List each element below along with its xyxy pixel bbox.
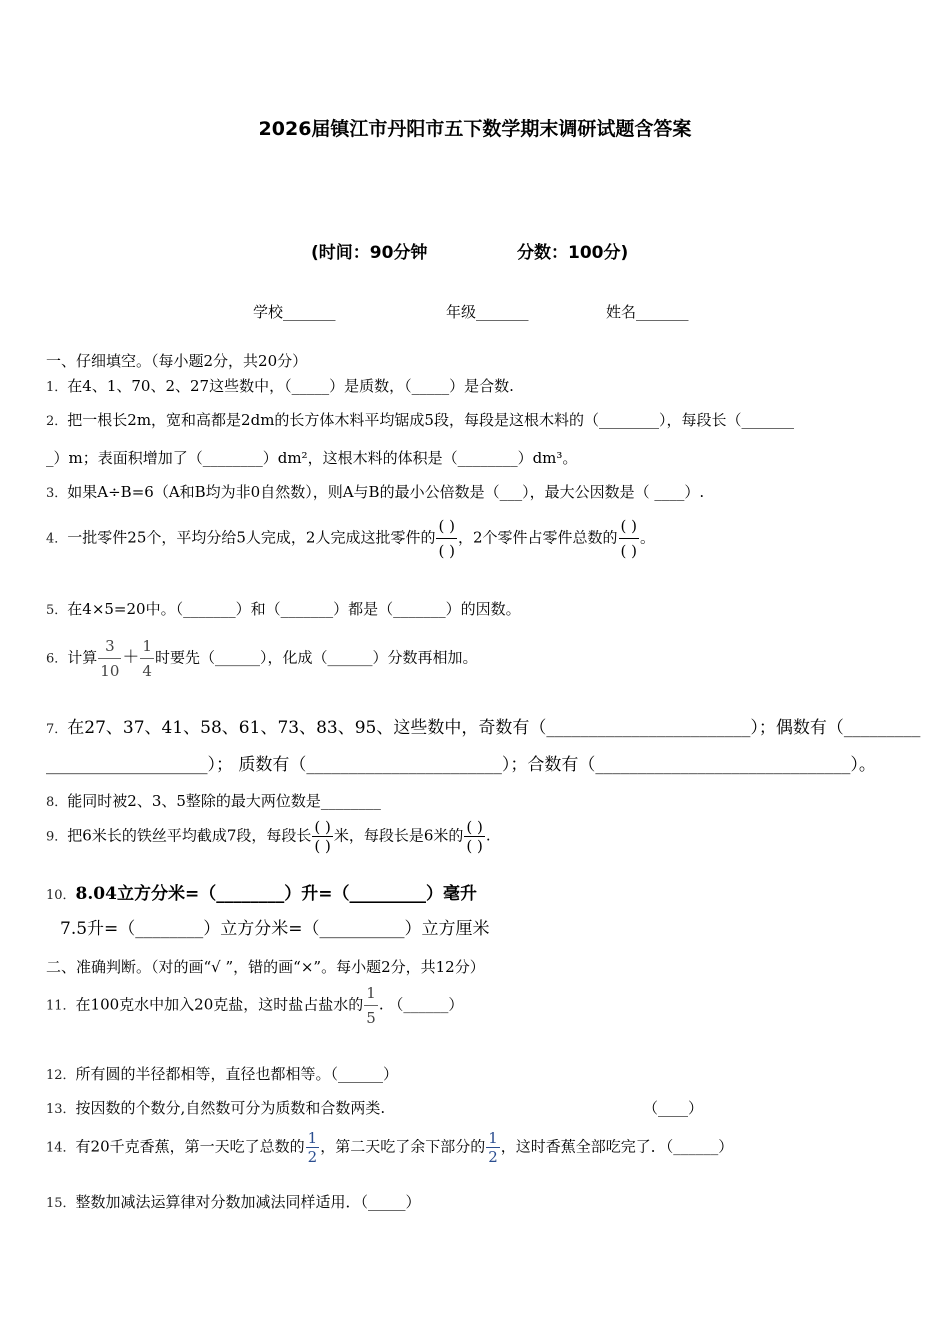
question-number: 2． xyxy=(46,414,68,429)
question-11 xyxy=(46,981,463,1030)
fraction-denominator: ( ) xyxy=(438,542,455,560)
question-text: 时要先（______），化成（______）分数再相加。 xyxy=(154,648,478,667)
fraction-numerator: 1 xyxy=(364,981,378,1006)
question-text: 米，每段长是6米的 xyxy=(333,826,464,845)
grade-field: 年级_______ xyxy=(446,303,529,321)
question-10-continued: 7.5升=（________）立方分米=（__________）立方厘米 xyxy=(60,919,490,939)
section-2-heading: 二、准确判断。（对的画“√ ”，错的画“×”。每小题2分，共12分） xyxy=(46,958,485,976)
question-14 xyxy=(46,1129,733,1166)
question-text: 有20千克香蕉，第一天吃了总数的 xyxy=(75,1137,305,1156)
question-text: ，第二天吃了余下部分的 xyxy=(320,1137,486,1156)
question-text: 8.04立方分米=（________）升=（_________）毫升 xyxy=(75,884,477,904)
question-4 xyxy=(46,514,655,563)
question-number: 11． xyxy=(46,998,76,1014)
exam-time: (时间：90分钟 xyxy=(311,243,428,263)
question-13-answer-blank: （____） xyxy=(643,1099,704,1117)
question-text: 在27、37、41、58、61、73、83、95、这些数中，奇数有（________________________）；偶数有（_________ xyxy=(67,718,921,738)
fraction-blank xyxy=(619,514,639,563)
question-7-continued: ___________________）； 质数有（_______________________）；合数有（______________________________）。 xyxy=(46,755,876,775)
section-1-heading: 一、仔细填空。（每小题2分，共20分） xyxy=(46,352,308,370)
fraction-numerator: 1 xyxy=(140,634,154,659)
fraction-denominator: ( ) xyxy=(620,542,637,560)
question-number: 5． xyxy=(46,603,68,618)
question-number: 12． xyxy=(46,1068,76,1083)
fraction-blank xyxy=(436,514,456,563)
question-text: . xyxy=(485,826,491,845)
question-number: 13． xyxy=(46,1102,76,1117)
question-text: ，这时香蕉全部吃完了．（______） xyxy=(500,1137,734,1156)
question-text: 如果A÷B=6（A和B均为非0自然数），则A与B的最小公倍数是（___），最大公因数是（ ____）. xyxy=(67,483,705,501)
question-text: 在4、1、70、2、27这些数中，（_____）是质数，（_____）是合数. xyxy=(67,377,514,395)
question-15 xyxy=(46,1192,421,1214)
question-text: 整数加减法运算律对分数加减法同样适用．（_____） xyxy=(75,1193,421,1211)
fraction-denominator: 2 xyxy=(307,1148,318,1166)
question-text: 能同时被2、3、5整除的最大两位数是________ xyxy=(67,792,381,810)
question-7 xyxy=(46,718,920,740)
question-text: 。 xyxy=(639,528,655,547)
fraction-denominator: 10 xyxy=(100,662,120,680)
question-number: 8． xyxy=(46,795,68,810)
question-10 xyxy=(46,884,477,906)
question-9 xyxy=(46,818,491,855)
question-text: 把一根长2m，宽和高都是2dm的长方体木料平均锯成5段，每段是这根木料的（________），每段长（_______ xyxy=(67,411,794,429)
exam-score: 分数：100分) xyxy=(517,243,629,263)
school-field: 学校_______ xyxy=(253,303,336,321)
question-text: 按因数的个数分,自然数可分为质数和合数两类. xyxy=(75,1099,386,1117)
fraction-numerator: 1 xyxy=(488,1129,498,1147)
fraction-3-10 xyxy=(98,634,121,683)
question-text: 所有圆的半径都相等，直径也都相等。（______） xyxy=(75,1065,399,1083)
question-12 xyxy=(46,1064,398,1086)
question-number: 15． xyxy=(46,1196,76,1211)
question-13 xyxy=(46,1098,385,1120)
fraction-numerator: ( ) xyxy=(436,514,456,539)
question-number: 7． xyxy=(46,722,68,737)
question-2 xyxy=(46,410,794,432)
question-number: 9． xyxy=(46,829,68,845)
fraction-1-4 xyxy=(140,634,154,683)
question-2-continued: _）m；表面积增加了（________）dm²，这根木料的体积是（________）dm³。 xyxy=(46,449,578,467)
fraction-denominator: 2 xyxy=(488,1148,498,1166)
question-number: 14． xyxy=(46,1140,76,1156)
question-number: 6． xyxy=(46,651,68,667)
question-text: 在100克水中加入20克盐，这时盐占盐水的 xyxy=(75,995,364,1014)
fraction-numerator: ( ) xyxy=(314,818,331,836)
page-title: 2026届镇江市丹阳市五下数学期末调研试题含答案 xyxy=(258,118,692,140)
question-text: 在4×5=20中。（_______）和（_______）都是（_______）的因数。 xyxy=(67,600,521,618)
name-field: 姓名_______ xyxy=(606,303,689,321)
question-text: 把6米长的铁丝平均截成7段，每段长 xyxy=(67,826,312,845)
question-number: 4． xyxy=(46,531,68,547)
question-text: ，2个零件占零件总数的 xyxy=(457,528,618,547)
question-text: 一批零件25个，平均分给5人完成，2人完成这批零件的 xyxy=(67,528,436,547)
question-6 xyxy=(46,634,477,683)
question-number: 1． xyxy=(46,380,68,395)
fraction-denominator: 5 xyxy=(366,1009,376,1027)
question-text: 计算 xyxy=(67,648,98,667)
fraction-numerator: ( ) xyxy=(466,818,483,836)
fraction-denominator: 4 xyxy=(142,662,152,680)
question-number: 10． xyxy=(46,888,76,903)
fraction-numerator: 3 xyxy=(98,634,121,659)
question-number: 3． xyxy=(46,486,68,501)
fraction-denominator: ( ) xyxy=(466,837,483,855)
plus-sign: ＋ xyxy=(122,647,140,668)
fraction-numerator: ( ) xyxy=(619,514,639,539)
question-3 xyxy=(46,482,704,504)
question-1 xyxy=(46,376,514,398)
question-8 xyxy=(46,791,381,813)
fraction-blank xyxy=(464,818,484,855)
question-text: . （______） xyxy=(378,995,464,1014)
fraction-1-2 xyxy=(306,1129,320,1166)
fraction-numerator: 1 xyxy=(307,1129,318,1147)
fraction-blank xyxy=(312,818,332,855)
fraction-1-5 xyxy=(364,981,378,1030)
fraction-denominator: ( ) xyxy=(314,837,331,855)
fraction-1-2 xyxy=(486,1129,500,1166)
question-5 xyxy=(46,599,521,621)
